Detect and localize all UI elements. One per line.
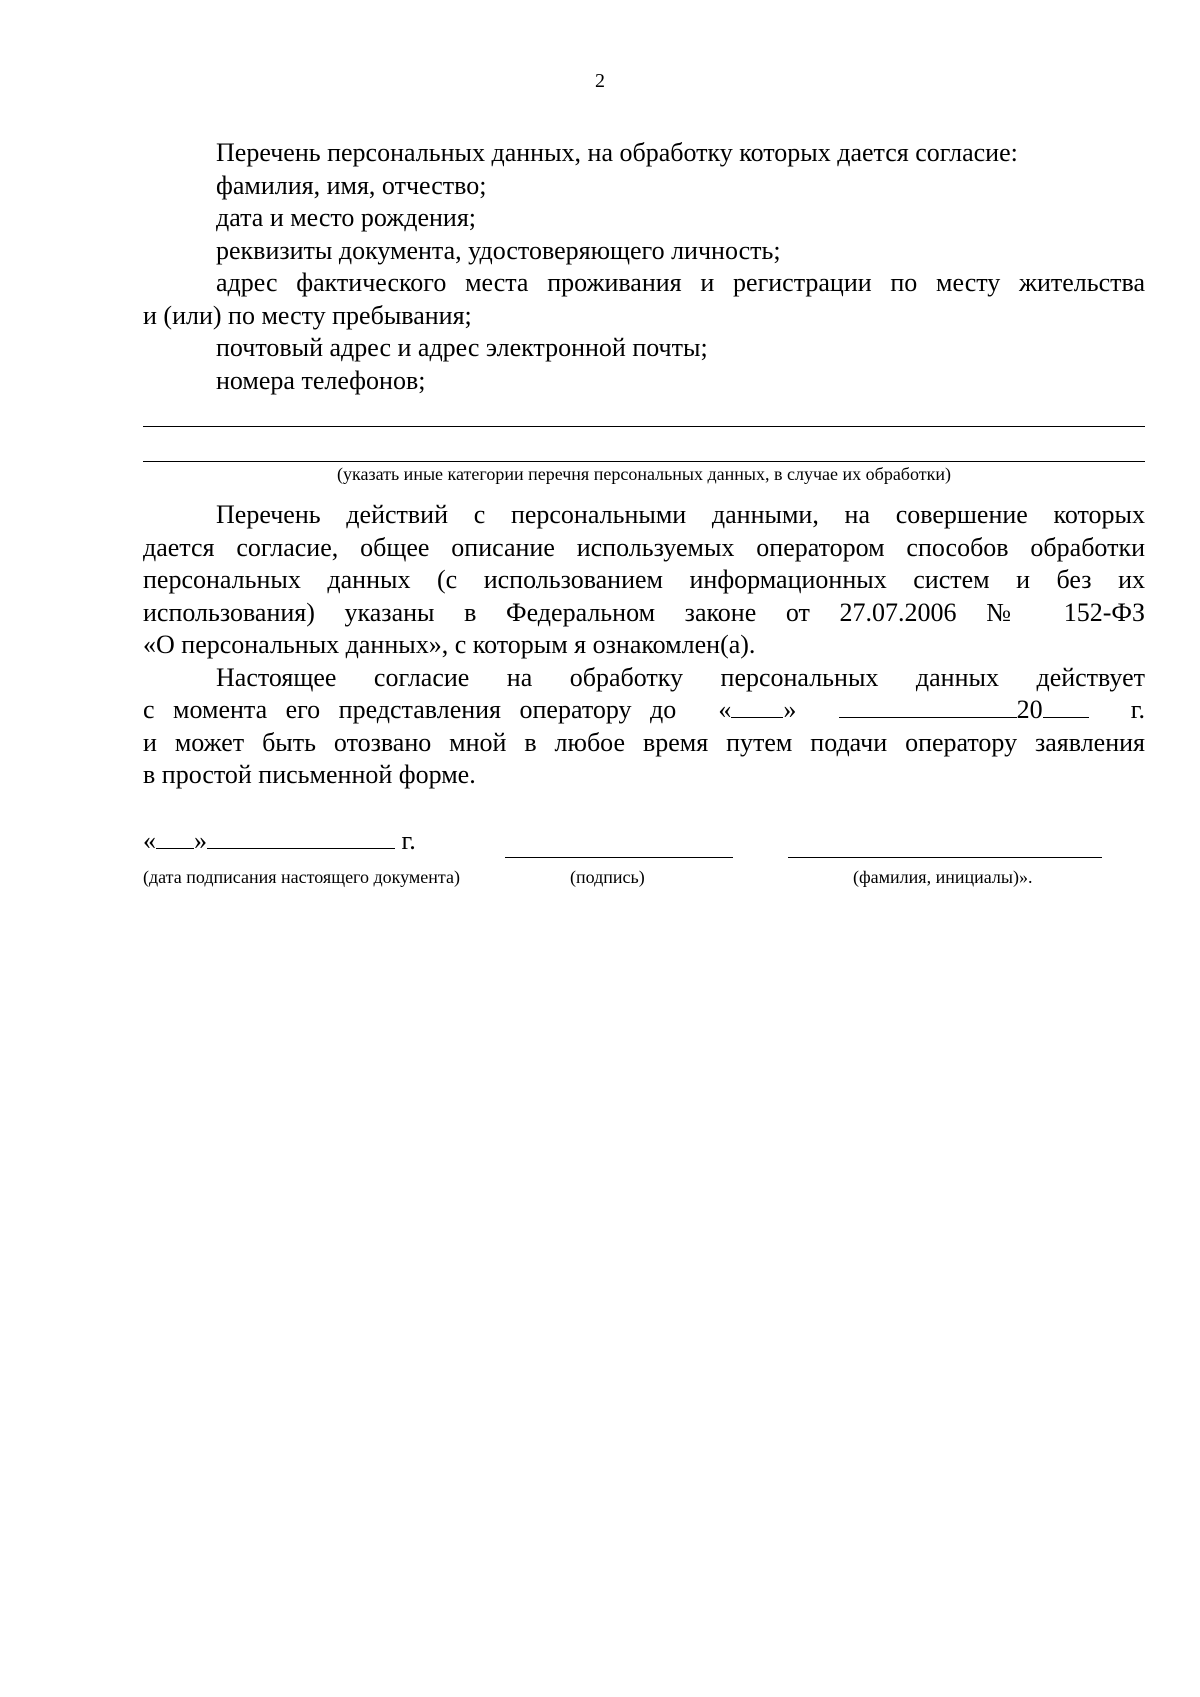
year-prefix: 20 [1016,695,1043,724]
term-year-blank[interactable] [1043,695,1089,718]
term-paragraph-line: Настоящее согласие на обработку персональных данных действует [216,662,1145,692]
actions-paragraph-line: использования) указаны в Федеральном законе от 27.07.2006 № 152-ФЗ [143,597,1145,627]
term-paragraph-line: и может быть отозвано мной в любое время путем подачи оператору заявления [143,727,1145,757]
quote-close: » [194,826,207,855]
quote-open: « [143,826,156,855]
personal-data-item: дата и место рождения; [216,203,477,232]
personal-data-item: фамилия, имя, отчество; [216,170,487,200]
other-categories-fill-line[interactable] [143,461,1145,462]
signature-line[interactable] [505,857,733,858]
quote-open: « [718,695,732,724]
actions-paragraph-line: «О персональных данных», с которым я ознакомлен(а). [143,630,756,659]
year-suffix: г. [1130,695,1145,724]
term-validity-row [143,694,1145,727]
personal-data-intro: Перечень персональных данных, на обработку которых дается согласие: [216,138,1018,167]
actions-and-term-text [143,499,1145,792]
page-number: 2 [595,70,605,92]
personal-data-address-line: адрес фактического места проживания и регистрации по месту жительства [216,268,1145,297]
other-categories-caption: (указать иные категории перечня персональных данных, в случае их обработки) [337,464,951,484]
quote-close: » [783,695,797,724]
actions-paragraph-line: Перечень действий с персональными данными, на совершение которых [216,500,1145,529]
name-line[interactable] [788,857,1102,858]
personal-data-item: почтовый адрес и адрес электронной почты; [216,333,708,362]
signature-caption: (подпись) [570,867,645,887]
actions-paragraph-line: дается согласие, общее описание используемых оператором способов обработки [143,532,1145,562]
term-paragraph-line: в простой письменной форме. [143,760,476,789]
term-month-blank[interactable] [839,695,1017,718]
personal-data-item: номера телефонов; [216,365,426,395]
term-month-year-group [839,694,1089,727]
date-caption: (дата подписания настоящего документа) [143,867,460,887]
actions-paragraph-line: персональных данных (с использованием информационных систем и без их [143,565,1145,594]
signature-month-blank[interactable] [207,826,395,849]
other-categories-fill-line[interactable] [143,426,1145,427]
personal-data-address-line: и (или) по месту пребывания; [143,300,472,330]
year-suffix: г. [401,826,416,855]
personal-data-list [143,137,1145,397]
name-caption: (фамилия, инициалы)». [853,867,1033,887]
signature-date-field [143,826,416,856]
term-paragraph-line: с момента его представления оператору до [143,695,677,724]
signature-row [143,826,1145,866]
term-date-group [718,694,796,727]
personal-data-item: реквизиты документа, удостоверяющего личность; [216,235,781,265]
signature-day-blank[interactable] [156,826,194,849]
term-day-blank[interactable] [731,695,783,718]
